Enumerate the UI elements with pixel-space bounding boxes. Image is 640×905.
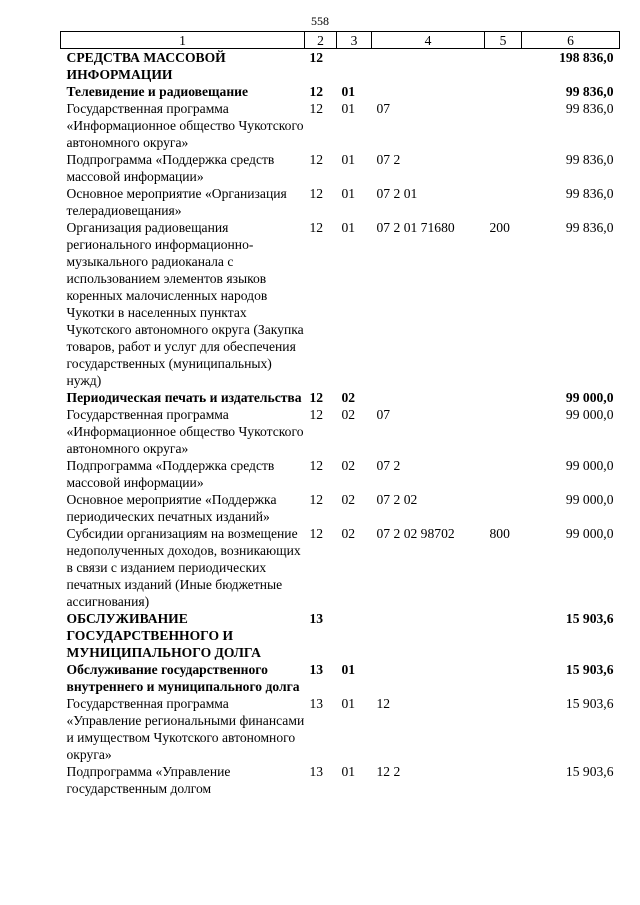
row-section: 12 <box>309 458 324 473</box>
row-name: Подпрограмма «Поддержка средств массовой информации» <box>66 152 275 184</box>
budget-table <box>60 31 620 797</box>
row-expense-type <box>485 185 522 219</box>
table-row <box>61 83 620 100</box>
table-header <box>61 32 620 49</box>
row-subsection: 02 <box>341 458 356 473</box>
row-target-article: 12 <box>376 696 391 711</box>
row-expense-type <box>485 151 522 185</box>
row-amount: 99 000,0 <box>565 492 614 507</box>
table-row <box>61 151 620 185</box>
header-col-6: 6 <box>522 32 620 49</box>
row-amount: 99 836,0 <box>565 152 614 167</box>
row-amount: 99 000,0 <box>565 407 614 422</box>
row-expense-type <box>485 610 522 661</box>
row-section: 12 <box>309 152 324 167</box>
row-section: 13 <box>309 696 324 711</box>
row-name: Государственная программа «Информационное общество Чукотского автономного округа» <box>66 101 304 150</box>
table-row <box>61 406 620 457</box>
row-target-article <box>372 83 485 100</box>
row-section: 12 <box>309 186 324 201</box>
table-row <box>61 49 620 84</box>
row-subsection: 02 <box>341 390 356 405</box>
row-subsection: 01 <box>341 186 356 201</box>
row-expense-type: 800 <box>489 526 510 541</box>
table-body <box>61 49 620 798</box>
row-amount: 15 903,6 <box>565 662 614 677</box>
row-expense-type <box>485 457 522 491</box>
table-row <box>61 100 620 151</box>
row-subsection: 01 <box>341 764 356 779</box>
row-target-article: 07 2 <box>376 458 401 473</box>
row-amount: 99 000,0 <box>565 390 614 405</box>
row-target-article: 12 2 <box>376 764 401 779</box>
row-section: 12 <box>309 492 324 507</box>
row-amount: 99 000,0 <box>565 458 614 473</box>
row-subsection: 01 <box>341 662 356 677</box>
row-name: Подпрограмма «Поддержка средств массовой информации» <box>66 458 275 490</box>
row-amount: 99 836,0 <box>565 186 614 201</box>
row-name: ОБСЛУЖИВАНИЕ ГОСУДАРСТВЕННОГО И МУНИЦИПАЛЬНОГО ДОЛГА <box>66 611 261 660</box>
row-subsection: 01 <box>341 696 356 711</box>
row-amount: 15 903,6 <box>565 696 614 711</box>
row-name: Государственная программа «Управление региональными финансами и имуществом Чукотского автономного округа» <box>66 696 305 762</box>
table-row <box>61 389 620 406</box>
row-section: 13 <box>309 764 324 779</box>
row-subsection: 02 <box>341 492 356 507</box>
header-col-1: 1 <box>61 32 305 49</box>
header-col-5: 5 <box>485 32 522 49</box>
row-subsection: 01 <box>341 220 356 235</box>
row-amount: 15 903,6 <box>565 611 614 626</box>
row-target-article: 07 2 02 98702 <box>376 526 455 541</box>
row-subsection <box>337 49 372 84</box>
row-target-article <box>372 49 485 84</box>
row-expense-type <box>485 100 522 151</box>
row-target-article <box>372 610 485 661</box>
row-subsection: 02 <box>341 526 356 541</box>
row-section: 12 <box>309 84 324 99</box>
row-subsection: 01 <box>341 84 356 99</box>
table-row <box>61 457 620 491</box>
row-subsection: 01 <box>341 152 356 167</box>
row-amount: 15 903,6 <box>565 764 614 779</box>
row-subsection: 01 <box>341 101 356 116</box>
row-expense-type: 200 <box>489 220 510 235</box>
row-amount: 99 836,0 <box>565 220 614 235</box>
table-row <box>61 185 620 219</box>
row-section: 12 <box>309 101 324 116</box>
row-expense-type <box>485 763 522 797</box>
row-section: 13 <box>309 662 324 677</box>
row-name: Телевидение и радиовещание <box>66 84 249 99</box>
row-name: СРЕДСТВА МАССОВОЙ ИНФОРМАЦИИ <box>66 50 226 82</box>
table-row <box>61 610 620 661</box>
table-row <box>61 763 620 797</box>
header-col-3: 3 <box>337 32 372 49</box>
row-name: Периодическая печать и издательства <box>66 390 302 405</box>
row-target-article: 07 2 01 <box>376 186 418 201</box>
row-section: 12 <box>309 390 324 405</box>
row-expense-type <box>485 83 522 100</box>
row-section: 12 <box>309 526 324 541</box>
row-target-article: 07 <box>376 101 391 116</box>
row-amount: 99 836,0 <box>565 84 614 99</box>
row-target-article: 07 2 02 <box>376 492 418 507</box>
row-target-article: 07 <box>376 407 391 422</box>
row-expense-type <box>485 389 522 406</box>
row-expense-type <box>485 49 522 84</box>
row-target-article: 07 2 <box>376 152 401 167</box>
row-expense-type <box>485 491 522 525</box>
row-subsection <box>337 610 372 661</box>
row-target-article: 07 2 01 71680 <box>376 220 455 235</box>
header-col-4: 4 <box>372 32 485 49</box>
row-name: Основное мероприятие «Поддержка периодических печатных изданий» <box>66 492 277 524</box>
row-expense-type <box>485 661 522 695</box>
row-section: 12 <box>309 50 324 65</box>
row-expense-type <box>485 695 522 763</box>
table-row <box>61 661 620 695</box>
row-expense-type <box>485 406 522 457</box>
row-name: Обслуживание государственного внутреннего и муниципального долга <box>66 662 300 694</box>
row-name: Подпрограмма «Управление государственным долгом <box>66 764 231 796</box>
row-name: Субсидии организациям на возмещение недополученных доходов, возникающих в связи с изданием периодических печатных изданий (Иные бюджетные ассигнования) <box>66 526 301 609</box>
row-name: Основное мероприятие «Организация телерадиовещания» <box>66 186 287 218</box>
table-row <box>61 491 620 525</box>
row-section: 12 <box>309 220 324 235</box>
header-col-2: 2 <box>305 32 337 49</box>
table-row <box>61 525 620 610</box>
row-amount: 198 836,0 <box>559 50 614 65</box>
row-subsection: 02 <box>341 407 356 422</box>
row-name: Организация радиовещания регионального информационно-музыкального радиоканала с использованием элементов языков коренных малочисленных народов Чукотки в населенных пунктах Чукотского автономного округа (Закупка товаров, работ и услуг для обеспечения государственных (муниципальных) нужд) <box>66 220 304 388</box>
row-amount: 99 000,0 <box>565 526 614 541</box>
row-section: 13 <box>309 611 324 626</box>
table-row <box>61 219 620 389</box>
page-number: 558 <box>311 14 329 28</box>
row-name: Государственная программа «Информационное общество Чукотского автономного округа» <box>66 407 304 456</box>
row-target-article <box>372 661 485 695</box>
row-amount: 99 836,0 <box>565 101 614 116</box>
table-row <box>61 695 620 763</box>
row-section: 12 <box>309 407 324 422</box>
row-target-article <box>372 389 485 406</box>
